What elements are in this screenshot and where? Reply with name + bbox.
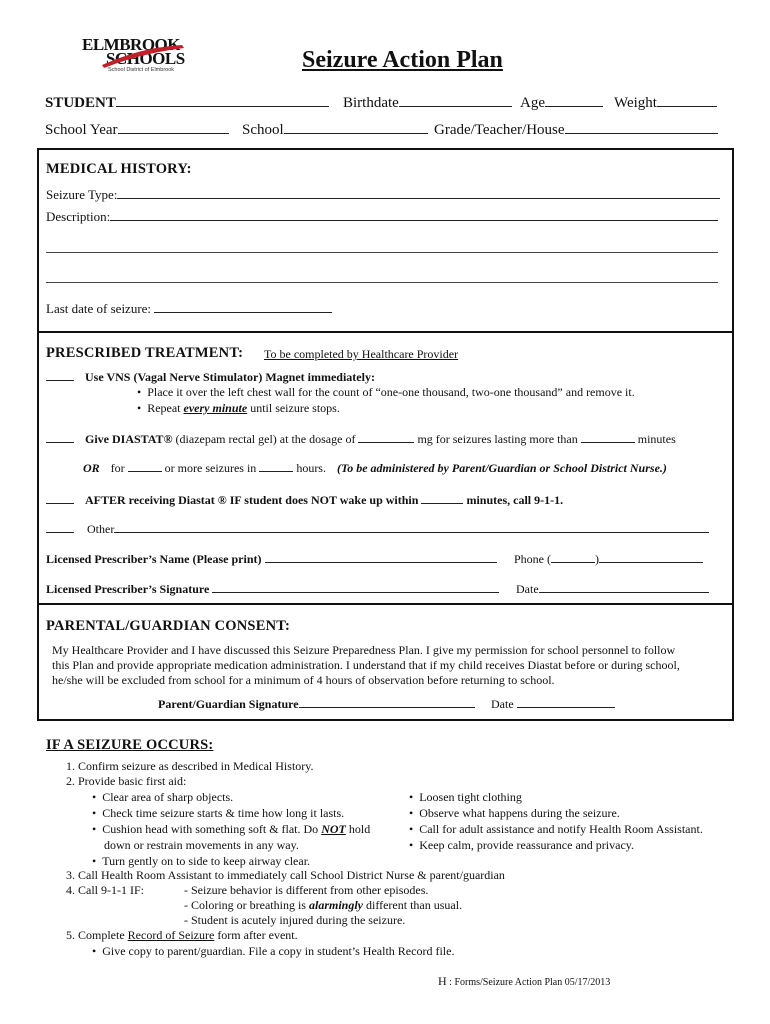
not-emphasis: NOT <box>321 822 346 836</box>
or-more-text: or more seizures in <box>161 461 260 475</box>
logo-line1: ELMBROOK <box>82 35 181 54</box>
healthcare-provider-note: To be completed by Healthcare Provider <box>264 347 459 361</box>
alarmingly-emphasis: alarmingly <box>308 898 363 912</box>
lasting-minutes-field[interactable] <box>581 431 635 443</box>
birthdate-field[interactable] <box>399 95 512 107</box>
first-aid-text: Loosen tight clothing <box>419 790 522 804</box>
first-aid-item <box>409 806 620 821</box>
consent-heading: PARENTAL/GUARDIAN CONSENT: <box>46 618 291 634</box>
hours-field[interactable] <box>259 460 293 472</box>
phone-area-field[interactable] <box>551 551 595 563</box>
prescribed-treatment-heading: PRESCRIBED TREATMENT: <box>46 345 244 361</box>
first-aid-item <box>92 806 344 821</box>
description-field[interactable] <box>110 209 718 221</box>
step-5: 5. Complete <box>66 928 128 942</box>
guardian-signature-field[interactable] <box>299 696 475 708</box>
age-field[interactable] <box>545 95 603 107</box>
phone-number-field[interactable] <box>599 551 703 563</box>
school-label: School <box>242 122 284 138</box>
diastat-checkbox[interactable] <box>46 431 74 443</box>
record-of-seizure-link[interactable]: Record of Seizure <box>127 928 215 942</box>
step-4-item-text: different than usual. <box>363 898 463 912</box>
first-aid-text: Keep calm, provide reassurance and privacy. <box>419 838 634 852</box>
first-aid-text: Check time seizure starts & time how long it lasts. <box>102 806 345 820</box>
step-5-bullet-text: Give copy to parent/guardian. File a copy in student’s Health Record file. <box>102 944 455 958</box>
first-aid-text: Clear area of sharp objects. <box>102 790 234 804</box>
after-diastat-checkbox[interactable] <box>46 492 74 504</box>
vns-checkbox[interactable] <box>46 369 74 381</box>
prescriber-signature-label: Licensed Prescriber’s Signature <box>46 582 210 596</box>
diastat-minutes-text: minutes <box>634 432 676 446</box>
dosage-field[interactable] <box>358 431 414 443</box>
if-seizure-heading: IF A SEIZURE OCCURS: <box>46 737 214 753</box>
vns-bullet <box>137 401 340 416</box>
seizure-type-label: Seizure Type: <box>46 187 118 202</box>
student-field[interactable] <box>116 95 329 107</box>
first-aid-text: Observe what happens during the seizure. <box>419 806 620 820</box>
vns-title: Use VNS (Vagal Nerve Stimulator) Magnet immediately: <box>85 370 375 384</box>
weight-label: Weight <box>614 95 657 111</box>
first-aid-item <box>92 822 370 837</box>
other-checkbox[interactable] <box>46 521 74 533</box>
diastat-mg-text: mg for seizures lasting more than <box>414 432 581 446</box>
prescriber-name-label: Licensed Prescriber’s Name (Please print) <box>46 552 262 566</box>
guardian-date-label: Date <box>491 697 514 711</box>
or-label: OR <box>83 461 100 475</box>
first-aid-item <box>409 790 522 805</box>
step-5-text: form after event. <box>214 928 298 942</box>
consent-text-line1: My Healthcare Provider and I have discussed this Seizure Preparedness Plan. I give my permission for school personnel to follow <box>52 643 676 657</box>
wake-minutes-field[interactable] <box>421 492 463 504</box>
first-aid-text: Cushion head with something soft & flat. Do <box>102 822 322 836</box>
hours-text: hours. <box>293 461 326 475</box>
vns-bullet-text: Repeat <box>147 401 184 415</box>
footer-text: : Forms/Seizure Action Plan 05/17/2013 <box>446 977 611 988</box>
school-field[interactable] <box>284 122 428 134</box>
for-label: for <box>110 461 125 475</box>
consent-text-line3: he/she will be excluded from school for a minimum of 4 hours of observation before returning to school. <box>52 673 555 687</box>
step-2: 2. Provide basic first aid: <box>66 774 187 788</box>
description-label: Description: <box>46 209 111 224</box>
elmbrook-logo <box>82 37 192 77</box>
first-aid-item <box>92 790 233 805</box>
call-911-text: minutes, call 9-1-1. <box>463 493 564 507</box>
vns-bullet-emphasis: every minute <box>183 401 248 415</box>
first-aid-item <box>409 838 634 853</box>
first-aid-text: Call for adult assistance and notify Health Room Assistant. <box>419 822 703 836</box>
step-4-item: - Student is acutely injured during the seizure. <box>184 913 406 927</box>
phone-label: Phone ( <box>514 552 551 566</box>
weight-field[interactable] <box>657 95 717 107</box>
first-aid-continuation: down or restrain movements in any way. <box>104 838 299 852</box>
first-aid-text: Turn gently on to side to keep airway clear. <box>102 854 311 868</box>
after-diastat-text: AFTER receiving Diastat ® IF student does NOT wake up within <box>85 493 422 507</box>
guardian-date-field[interactable] <box>517 696 615 708</box>
vns-bullet <box>137 385 635 400</box>
birthdate-label: Birthdate <box>343 95 399 111</box>
section-divider <box>37 603 734 605</box>
medical-history-heading: MEDICAL HISTORY: <box>46 161 192 177</box>
last-date-label: Last date of seizure: <box>46 301 152 316</box>
first-aid-text: hold <box>345 822 371 836</box>
diastat-text: (diazepam rectal gel) at the dosage of <box>172 432 359 446</box>
vns-bullet-text: until seizure stops. <box>247 401 340 415</box>
administered-note: (To be administered by Parent/Guardian or School District Nurse.) <box>336 461 667 475</box>
prescriber-date-label: Date <box>516 582 539 596</box>
section-divider <box>37 331 734 333</box>
description-line[interactable] <box>46 282 718 283</box>
footer-h: H <box>438 974 447 988</box>
first-aid-item <box>409 822 703 837</box>
consent-text-line2: this Plan and provide appropriate medication administration. I understand that if my child receives Diastat before or during school, <box>52 658 680 672</box>
logo-line2: SCHOOLS <box>106 49 185 68</box>
first-aid-item <box>92 854 310 869</box>
step-3: 3. Call Health Room Assistant to immediately call School District Nurse & parent/guardian <box>66 868 505 882</box>
grade-teacher-house-label: Grade/Teacher/House <box>434 122 565 138</box>
prescriber-name-field[interactable] <box>265 551 497 563</box>
vns-bullet-text: Place it over the left chest wall for the count of “one-one thousand, two-one thousand” and remove it. <box>147 385 635 399</box>
description-line[interactable] <box>46 252 718 253</box>
grade-teacher-house-field[interactable] <box>565 122 718 134</box>
other-field[interactable] <box>114 521 709 533</box>
seizure-count-field[interactable] <box>128 460 162 472</box>
guardian-signature-label: Parent/Guardian Signature <box>158 697 299 711</box>
school-year-label: School Year <box>45 122 118 138</box>
last-date-field[interactable] <box>154 301 332 313</box>
age-label: Age <box>520 95 545 111</box>
diastat-label: Give DIASTAT® <box>85 432 173 446</box>
step-4-item: - Coloring or breathing is <box>184 898 309 912</box>
other-label: Other <box>87 522 115 536</box>
page-title: Seizure Action Plan <box>302 47 503 73</box>
prescriber-date-field[interactable] <box>539 581 709 593</box>
step-1: 1. Confirm seizure as described in Medical History. <box>66 759 314 773</box>
school-year-field[interactable] <box>118 122 229 134</box>
seizure-type-field[interactable] <box>117 187 720 199</box>
student-label: STUDENT <box>45 95 116 111</box>
step-4-item: - Seizure behavior is different from other episodes. <box>184 883 429 897</box>
step-4: 4. Call 9-1-1 IF: <box>66 883 144 897</box>
prescriber-signature-field[interactable] <box>212 581 499 593</box>
logo-tagline: School District of Elmbrook <box>108 67 175 73</box>
phone-close: ) <box>595 552 599 566</box>
step-5-bullet <box>92 944 454 959</box>
